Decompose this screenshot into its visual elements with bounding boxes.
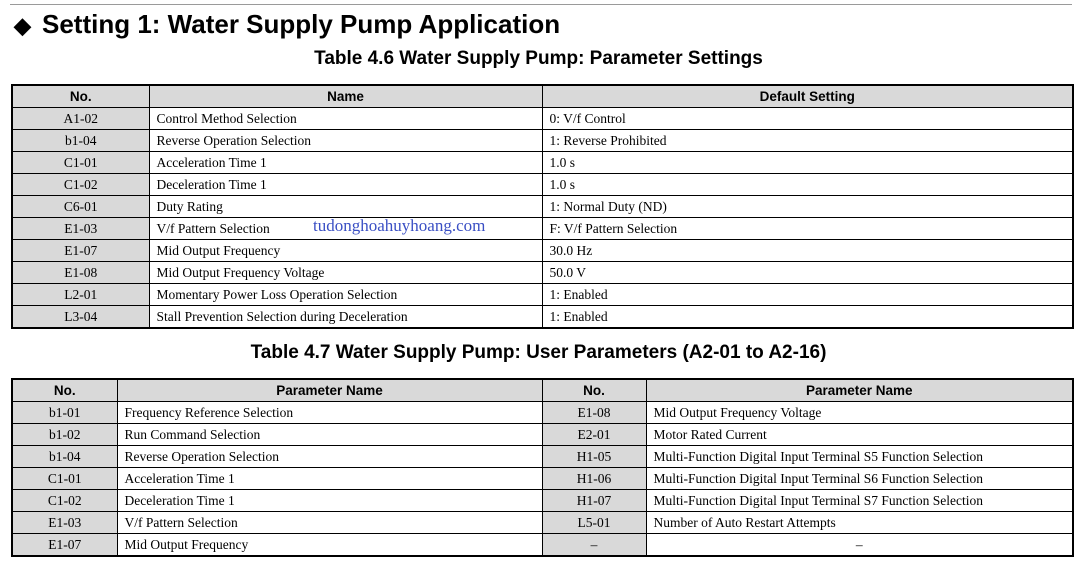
- parameter-value-cell: F: V/f Pattern Selection: [542, 218, 1073, 240]
- parameter-number-cell: E2-01: [542, 424, 646, 446]
- parameter-value-cell: Multi-Function Digital Input Terminal S6 Function Selection: [646, 468, 1073, 490]
- parameter-value-cell: Acceleration Time 1: [149, 152, 542, 174]
- parameter-value-cell: Acceleration Time 1: [117, 468, 542, 490]
- table-header-row: [12, 85, 1073, 108]
- table-row: [12, 424, 1073, 446]
- parameter-number-cell: L5-01: [542, 512, 646, 534]
- parameter-number-cell: H1-05: [542, 446, 646, 468]
- parameter-value-cell: 1: Reverse Prohibited: [542, 130, 1073, 152]
- parameter-value-cell: Frequency Reference Selection: [117, 402, 542, 424]
- parameter-value-cell: 0: V/f Control: [542, 108, 1073, 130]
- table-row: [12, 446, 1073, 468]
- parameter-number-cell: L2-01: [12, 284, 149, 306]
- table-row: [12, 218, 1073, 240]
- parameter-value-cell: 50.0 V: [542, 262, 1073, 284]
- watermark-text: tudonghoahuyhoang.com: [313, 216, 486, 235]
- parameter-value-cell: Stall Prevention Selection during Deceleration: [149, 306, 542, 329]
- user-parameters-table: [11, 378, 1074, 557]
- parameter-number-cell: E1-07: [12, 240, 149, 262]
- parameter-number-cell: –: [542, 534, 646, 557]
- parameter-value-cell: 1: Normal Duty (ND): [542, 196, 1073, 218]
- table-row: [12, 490, 1073, 512]
- parameter-number-cell: C6-01: [12, 196, 149, 218]
- parameter-value-cell: 1: Enabled: [542, 284, 1073, 306]
- parameter-value-cell: Control Method Selection: [149, 108, 542, 130]
- table-row: [12, 468, 1073, 490]
- parameter-number-cell: E1-08: [542, 402, 646, 424]
- top-divider: [10, 4, 1072, 5]
- parameter-value-cell: 1: Enabled: [542, 306, 1073, 329]
- parameter-value-cell: Deceleration Time 1: [117, 490, 542, 512]
- table-row: [12, 130, 1073, 152]
- parameter-number-cell: C1-02: [12, 490, 117, 512]
- parameter-value-cell: Mid Output Frequency Voltage: [149, 262, 542, 284]
- section-title: Setting 1: Water Supply Pump Application: [42, 9, 561, 39]
- parameter-number-cell: E1-03: [12, 218, 149, 240]
- parameter-value-cell: Momentary Power Loss Operation Selection: [149, 284, 542, 306]
- table-4-6-caption: Table 4.6 Water Supply Pump: Parameter Settings: [314, 48, 763, 69]
- parameter-number-cell: H1-06: [542, 468, 646, 490]
- parameter-number-cell: b1-04: [12, 130, 149, 152]
- parameter-number-cell: C1-02: [12, 174, 149, 196]
- parameter-value-cell: 1.0 s: [542, 174, 1073, 196]
- header-parameter-name: Parameter Name: [646, 379, 1073, 402]
- header-parameter-name: Parameter Name: [117, 379, 542, 402]
- parameter-value-cell: 1.0 s: [542, 152, 1073, 174]
- parameter-number-cell: b1-02: [12, 424, 117, 446]
- header-default-setting: Default Setting: [542, 85, 1073, 108]
- parameter-value-cell: Duty Rating: [149, 196, 542, 218]
- parameter-value-cell: Motor Rated Current: [646, 424, 1073, 446]
- parameter-value-cell: Reverse Operation Selection: [149, 130, 542, 152]
- parameter-value-cell: Mid Output Frequency: [149, 240, 542, 262]
- table-row: [12, 174, 1073, 196]
- parameter-value-cell: Multi-Function Digital Input Terminal S7 Function Selection: [646, 490, 1073, 512]
- table-row: [12, 402, 1073, 424]
- parameter-value-cell: Mid Output Frequency Voltage: [646, 402, 1073, 424]
- parameter-value-cell: –: [646, 534, 1073, 557]
- diamond-bullet-icon: ◆: [14, 13, 31, 38]
- parameter-number-cell: C1-01: [12, 152, 149, 174]
- parameter-number-cell: C1-01: [12, 468, 117, 490]
- parameter-settings-table: [11, 84, 1074, 329]
- parameter-value-cell: Reverse Operation Selection: [117, 446, 542, 468]
- parameter-number-cell: A1-02: [12, 108, 149, 130]
- table-row: [12, 512, 1073, 534]
- parameter-number-cell: E1-07: [12, 534, 117, 557]
- parameter-value-cell: Number of Auto Restart Attempts: [646, 512, 1073, 534]
- parameter-value-cell: Deceleration Time 1: [149, 174, 542, 196]
- parameter-number-cell: E1-03: [12, 512, 117, 534]
- table-row: [12, 262, 1073, 284]
- table-header-row: [12, 379, 1073, 402]
- header-name: Name: [149, 85, 542, 108]
- table-row: [12, 534, 1073, 557]
- parameter-value-cell: 30.0 Hz: [542, 240, 1073, 262]
- header-no: No.: [542, 379, 646, 402]
- parameter-value-cell: V/f Pattern Selection: [149, 218, 542, 240]
- parameter-value-cell: Multi-Function Digital Input Terminal S5 Function Selection: [646, 446, 1073, 468]
- table-row: [12, 240, 1073, 262]
- header-no: No.: [12, 379, 117, 402]
- parameter-number-cell: L3-04: [12, 306, 149, 329]
- table-row: [12, 196, 1073, 218]
- parameter-number-cell: b1-04: [12, 446, 117, 468]
- parameter-number-cell: b1-01: [12, 402, 117, 424]
- table-row: [12, 284, 1073, 306]
- table-row: [12, 152, 1073, 174]
- section-heading: [14, 8, 560, 40]
- table-row: [12, 108, 1073, 130]
- parameter-value-cell: Mid Output Frequency: [117, 534, 542, 557]
- parameter-number-cell: H1-07: [542, 490, 646, 512]
- parameter-value-cell: Run Command Selection: [117, 424, 542, 446]
- parameter-value-cell: V/f Pattern Selection: [117, 512, 542, 534]
- table-4-7-caption: Table 4.7 Water Supply Pump: User Parameters (A2-01 to A2-16): [250, 342, 827, 363]
- table-row: [12, 306, 1073, 329]
- parameter-number-cell: E1-08: [12, 262, 149, 284]
- header-no: No.: [12, 85, 149, 108]
